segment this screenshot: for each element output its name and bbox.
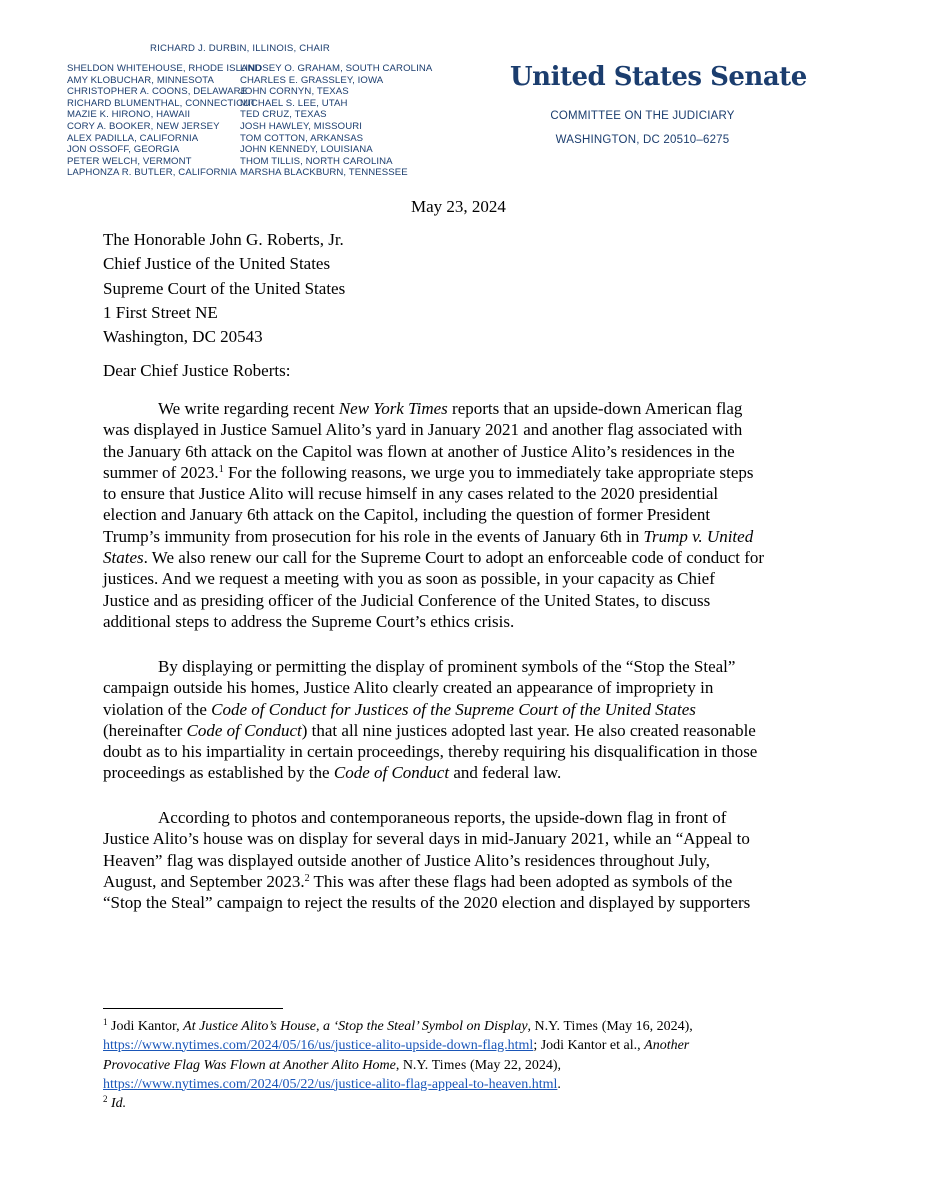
text-line: justices. And we request a meeting with you as soon as possible, in your capacity as Chief bbox=[103, 569, 715, 589]
address-line: Washington, DC 20543 bbox=[103, 327, 263, 347]
text-run: , N.Y. bbox=[395, 1058, 432, 1073]
publication-title: New York Times bbox=[338, 399, 448, 418]
member-name: SHELDON WHITEHOUSE, RHODE ISLAND bbox=[67, 63, 262, 74]
text-line: to ensure that Justice Alito will recuse himself in any cases related to the 2020 presidential bbox=[103, 484, 719, 504]
code-title: Code of Conduct bbox=[186, 720, 302, 740]
text-run: (hereinafter bbox=[103, 720, 187, 740]
committee-name: COMMITTEE ON THE JUDICIARY bbox=[550, 110, 735, 122]
member-name: JOHN CORNYN, TEXAS bbox=[240, 86, 349, 98]
text-run: For the following reasons, we urge you to immediately take appropriate steps bbox=[223, 462, 754, 482]
article-link[interactable]: https://www.nytimes.com/2024/05/16/us/justice-alito-upside-down-flag.html bbox=[103, 1037, 534, 1053]
footnote-divider bbox=[103, 1008, 283, 1009]
article-title: At Justice Alito’s House, a ‘Stop the Steal’ Symbol on Display bbox=[183, 1019, 528, 1034]
footnote-line bbox=[103, 1075, 843, 1095]
text-run: (May 16, 2024), bbox=[598, 1019, 693, 1034]
footnote-line bbox=[103, 1016, 843, 1036]
member-name: JOHN KENNEDY, LOUISIANA bbox=[240, 144, 373, 156]
text-run: violation of the bbox=[103, 699, 212, 719]
article-title: Another bbox=[644, 1037, 690, 1053]
committee-address: WASHINGTON, DC 20510–6275 bbox=[555, 134, 730, 146]
text-line bbox=[103, 526, 838, 547]
text-run: proceedings as established by the bbox=[103, 763, 334, 783]
article-title: Provocative Flag Was Flown at Another Alito Home bbox=[103, 1058, 396, 1073]
paragraph-3 bbox=[103, 807, 838, 913]
member-name: CHRISTOPHER A. COONS, DELAWARE bbox=[67, 86, 248, 98]
footnote-ref: 1 bbox=[218, 463, 224, 475]
text-run: Jodi Kantor, bbox=[107, 1019, 184, 1034]
paragraph-1 bbox=[103, 398, 838, 632]
text-run: ; Jodi Kantor et al., bbox=[533, 1037, 645, 1053]
member-name: TED CRUZ, TEXAS bbox=[240, 109, 327, 121]
text-run: reports that an upside-down American flag bbox=[447, 399, 743, 418]
letterhead bbox=[0, 0, 935, 180]
text-line: the January 6th attack on the Capitol was flown at another of Justice Alito’s residences in the bbox=[103, 441, 735, 461]
member-name: THOM TILLIS, NORTH CAROLINA bbox=[240, 155, 393, 167]
members-list-right bbox=[240, 63, 432, 179]
committee-chair: RICHARD J. DURBIN, ILLINOIS, CHAIR bbox=[150, 43, 331, 54]
text-line bbox=[103, 547, 838, 568]
member-name: MAZIE K. HIRONO, HAWAII bbox=[67, 109, 191, 121]
address-line: The Honorable John G. Roberts, Jr. bbox=[103, 230, 344, 249]
footnote-line bbox=[103, 1094, 843, 1114]
member-name: MICHAEL S. LEE, UTAH bbox=[240, 97, 348, 109]
text-line bbox=[103, 462, 838, 483]
text-line: “Stop the Steal” campaign to reject the results of the 2020 election and displayed by supporters bbox=[103, 893, 751, 913]
member-name: RICHARD BLUMENTHAL, CONNECTICUT bbox=[67, 97, 257, 109]
letter-date: May 23, 2024 bbox=[411, 197, 506, 216]
text-line: Justice and as presiding officer of the Judicial Conference of the United States, to discuss bbox=[103, 590, 711, 610]
article-link[interactable]: https://www.nytimes.com/2024/05/22/us/justice-alito-flag-appeal-to-heaven.html bbox=[103, 1076, 558, 1092]
text-line: campaign outside his homes, Justice Alito clearly created an appearance of impropriety in bbox=[103, 678, 714, 698]
footnote-text: Id. bbox=[111, 1096, 127, 1111]
member-name: ALEX PADILLA, CALIFORNIA bbox=[67, 132, 199, 144]
text-run: . bbox=[557, 1076, 561, 1092]
member-name: JON OSSOFF, GEORGIA bbox=[67, 144, 180, 156]
text-run: and federal law. bbox=[449, 763, 562, 783]
senate-wordmark: United States Senate bbox=[510, 62, 807, 92]
text-line: election and January 6th attack on the Capitol, including the question of former President bbox=[103, 505, 711, 525]
text-run: Trump’s immunity from prosecution for his role in the events of January 6th in bbox=[103, 526, 644, 546]
member-name: MARSHA BLACKBURN, TENNESSEE bbox=[240, 167, 408, 179]
text-line: By displaying or permitting the display of prominent symbols of the “Stop the Steal” bbox=[158, 657, 736, 676]
text-run: August, and September 2023. bbox=[103, 871, 305, 891]
footnote-number: 1 bbox=[103, 1017, 108, 1027]
text-run: We write regarding recent bbox=[158, 399, 339, 418]
code-title: Code of Conduct bbox=[333, 763, 450, 783]
text-line: was displayed in Justice Samuel Alito’s yard in January 2021 and another flag associated with bbox=[103, 420, 743, 440]
case-name: States bbox=[103, 548, 144, 568]
footnote-ref: 2 bbox=[304, 872, 310, 884]
text-run: (May 22, 2024), bbox=[466, 1058, 562, 1073]
salutation: Dear Chief Justice Roberts: bbox=[103, 361, 291, 380]
member-name: LAPHONZA R. BUTLER, CALIFORNIA bbox=[67, 167, 237, 179]
text-line: Heaven” flag was displayed outside another of Justice Alito’s residences throughout July, bbox=[103, 850, 710, 870]
member-name: AMY KLOBUCHAR, MINNESOTA bbox=[67, 74, 215, 86]
footnote-line bbox=[103, 1055, 843, 1075]
publication-name: Times bbox=[431, 1057, 467, 1072]
member-name: TOM COTTON, ARKANSAS bbox=[240, 132, 364, 144]
address-line: Supreme Court of the United States bbox=[103, 278, 346, 298]
recipient-address bbox=[103, 228, 345, 349]
footnote-line bbox=[103, 1036, 843, 1056]
text-line bbox=[103, 871, 838, 892]
member-name: CHARLES E. GRASSLEY, IOWA bbox=[240, 74, 384, 86]
text-run: , N.Y. bbox=[527, 1019, 564, 1034]
footnote-number: 2 bbox=[103, 1094, 108, 1104]
member-name: PETER WELCH, VERMONT bbox=[67, 155, 192, 167]
address-line: 1 First Street NE bbox=[103, 302, 218, 322]
text-line: doubt as to his impartiality in certain proceedings, thereby requiring his disqualification in those bbox=[103, 742, 758, 762]
code-title: Code of Conduct for Justices of the Supreme Court of the United States bbox=[211, 699, 696, 719]
address-line: Chief Justice of the United States bbox=[103, 254, 331, 274]
text-run: ) that all nine justices adopted last year. He also created reasonable bbox=[301, 720, 756, 740]
member-name: LINDSEY O. GRAHAM, SOUTH CAROLINA bbox=[240, 63, 433, 74]
text-line bbox=[103, 699, 838, 720]
text-run: This was after these flags had been adopted as symbols of the bbox=[309, 871, 733, 891]
text-line bbox=[103, 720, 838, 741]
text-line: According to photos and contemporaneous reports, the upside-down flag in front of bbox=[158, 808, 727, 827]
member-name: CORY A. BOOKER, NEW JERSEY bbox=[67, 120, 220, 132]
paragraph-2 bbox=[103, 656, 838, 784]
members-list-left bbox=[67, 63, 262, 179]
member-name: JOSH HAWLEY, MISSOURI bbox=[240, 120, 363, 132]
text-line: additional steps to address the Supreme Court’s ethics crisis. bbox=[103, 611, 515, 631]
text-line bbox=[103, 398, 838, 419]
footnotes bbox=[103, 1016, 843, 1114]
text-line: Justice Alito’s house was on display for several days in mid-January 2021, while an “Appeal to bbox=[103, 829, 750, 849]
case-name: Trump v. United bbox=[643, 526, 754, 546]
text-run: . We also renew our call for the Supreme Court to adopt an enforceable code of conduct for bbox=[143, 548, 765, 568]
text-run: summer of 2023. bbox=[103, 462, 219, 482]
publication-name: Times bbox=[563, 1018, 599, 1033]
text-line bbox=[103, 762, 838, 783]
